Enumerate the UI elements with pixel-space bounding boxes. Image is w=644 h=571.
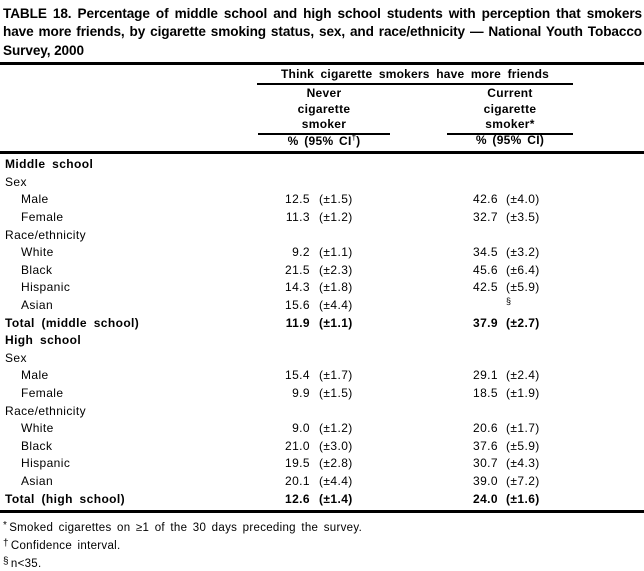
current-smoker-pct: 42.6	[473, 192, 498, 207]
never-smoker-ci: (±1.1)	[319, 315, 353, 330]
current-smoker-pct	[430, 156, 498, 174]
never-smoker-pct: 15.6	[285, 297, 310, 312]
pct-label-close: )	[356, 134, 361, 149]
row-label: Sex	[5, 350, 27, 365]
current-smoker-pct	[430, 332, 498, 350]
current-smoker-ci: (±3.5)	[506, 210, 540, 224]
row-label: Total (middle school)	[5, 315, 140, 330]
table-row	[0, 403, 644, 421]
current-smoker-ci: (±4.3)	[506, 456, 540, 471]
table-body	[0, 154, 644, 508]
dagger-footnote-marker: †	[351, 133, 357, 143]
never-smoker-ci: (±1.7)	[319, 368, 353, 383]
table-row	[0, 174, 644, 192]
row-label: White	[21, 245, 54, 260]
never-smoker-ci: (±2.3)	[319, 262, 353, 277]
current-smoker-pct	[430, 174, 498, 192]
current-smoker-ci	[498, 174, 644, 192]
row-label: Male	[21, 192, 49, 207]
current-smoker-ci	[498, 156, 644, 174]
row-label: Total (high school)	[5, 491, 126, 506]
table-row	[0, 262, 644, 280]
table-row	[0, 473, 644, 491]
current-smoker-pct	[430, 350, 498, 368]
never-smoker-pct	[255, 350, 310, 368]
footnote-text: Confidence interval.	[10, 540, 121, 553]
footnote-small-sample	[3, 554, 644, 571]
row-label: Black	[21, 262, 53, 277]
never-smoker-pct: 15.4	[285, 368, 310, 383]
table-row	[0, 455, 644, 473]
table-row	[0, 315, 644, 333]
footnote-text: Smoked cigarettes on ≥1 of the 30 days preceding the survey.	[9, 522, 363, 535]
table-row	[0, 438, 644, 456]
never-smoker-pct: 21.0	[285, 438, 310, 453]
never-smoker-pct	[255, 156, 310, 174]
row-label: Hispanic	[21, 280, 71, 295]
current-smoker-ci: (±7.2)	[506, 473, 540, 488]
table-row	[0, 350, 644, 368]
current-smoker-ci	[498, 297, 644, 315]
never-smoker-ci: (±1.1)	[319, 245, 353, 260]
footnote-confidence-interval	[3, 536, 644, 554]
never-smoker-pct: 14.3	[285, 280, 310, 295]
table-row	[0, 367, 644, 385]
row-label: Female	[21, 210, 64, 224]
never-smoker-ci: (±4.4)	[319, 473, 353, 488]
current-smoker-ci: (±1.9)	[506, 385, 540, 400]
current-smoker-ci	[498, 227, 644, 245]
table-row	[0, 420, 644, 438]
section-footnote-marker: §	[3, 556, 9, 568]
never-smoker-pct	[255, 403, 310, 421]
row-label: Black	[21, 438, 53, 453]
never-smoker-pct: 9.2	[292, 245, 310, 260]
column-header-never-smoker	[258, 86, 390, 135]
current-smoker-pct: 29.1	[473, 368, 498, 383]
never-smoker-ci: (±1.8)	[319, 280, 353, 295]
table-row	[0, 279, 644, 297]
row-label: Race/ethnicity	[5, 227, 86, 242]
current-smoker-pct: 18.5	[473, 385, 498, 400]
current-smoker-pct: 45.6	[473, 262, 498, 277]
current-smoker-pct	[430, 297, 498, 315]
current-smoker-pct: 32.7	[473, 210, 498, 224]
row-label: Female	[21, 385, 64, 400]
table-row	[0, 491, 644, 509]
table-row	[0, 191, 644, 209]
table-title: TABLE 18. Percentage of middle school and high school students with perception that smokers have more friends, by cigarette smoking status, sex, and race/ethnicity — National Youth Tobacco Survey, 2000	[3, 6, 642, 58]
table-row	[0, 385, 644, 403]
column-header-line: smoker*	[485, 117, 535, 132]
row-label: Race/ethnicity	[5, 403, 86, 418]
current-smoker-pct: 37.6	[473, 438, 498, 453]
current-smoker-pct: 39.0	[473, 473, 498, 488]
never-smoker-ci	[310, 156, 430, 174]
footnote-smoked-definition	[3, 518, 644, 536]
row-label: Asian	[21, 297, 54, 312]
table-row	[0, 332, 644, 350]
footnote-text: n<35.	[10, 558, 42, 571]
current-smoker-pct: 37.9	[473, 315, 498, 330]
asterisk-footnote-marker: *	[3, 520, 8, 532]
never-smoker-ci: (±1.2)	[319, 210, 353, 224]
never-smoker-ci: (±2.8)	[319, 456, 353, 471]
never-smoker-pct: 9.0	[292, 421, 310, 436]
never-smoker-pct: 12.5	[285, 192, 310, 207]
never-smoker-pct	[255, 227, 310, 245]
column-header-line: cigarette	[297, 101, 351, 116]
table-header	[0, 62, 644, 154]
never-smoker-pct: 12.6	[285, 491, 310, 506]
dagger-footnote-marker: †	[3, 538, 9, 550]
current-smoker-ci: (±2.4)	[506, 368, 540, 383]
current-smoker-ci	[498, 403, 644, 421]
row-label: Asian	[21, 473, 54, 488]
column-header-line: smoker	[301, 117, 347, 132]
current-smoker-ci: (±5.9)	[506, 438, 540, 453]
current-smoker-pct	[430, 403, 498, 421]
table-row	[0, 156, 644, 174]
column-header-line: Never	[306, 86, 342, 101]
table-row	[0, 227, 644, 245]
table-row	[0, 244, 644, 262]
row-label: High school	[5, 333, 82, 348]
column-header-line: Current	[487, 86, 533, 101]
current-smoker-pct	[430, 227, 498, 245]
never-smoker-ci: (±1.5)	[319, 192, 353, 207]
current-pct-ci-header: % (95% CI)	[475, 133, 545, 148]
never-smoker-ci: (±4.4)	[319, 297, 353, 312]
never-smoker-ci: (±3.0)	[319, 438, 353, 453]
never-smoker-ci: (±1.4)	[319, 491, 353, 506]
current-smoker-ci: (±1.6)	[506, 491, 540, 506]
current-smoker-pct: 24.0	[473, 491, 498, 506]
current-smoker-ci	[498, 350, 644, 368]
column-header-line: cigarette	[483, 101, 537, 116]
never-smoker-pct: 21.5	[285, 262, 310, 277]
column-header-current-smoker	[447, 86, 573, 135]
never-smoker-pct: 9.9	[292, 385, 310, 400]
never-smoker-pct	[255, 174, 310, 192]
never-smoker-pct: 19.5	[285, 456, 310, 471]
column-spanner: Think cigarette smokers have more friends	[257, 66, 573, 85]
never-pct-ci-header	[258, 133, 390, 148]
current-smoker-ci: (±1.7)	[506, 421, 540, 436]
current-smoker-pct: 34.5	[473, 245, 498, 260]
pct-label: % (95% CI	[287, 134, 352, 149]
current-smoker-ci: (±4.0)	[506, 192, 540, 207]
never-smoker-ci	[310, 227, 430, 245]
never-smoker-ci: (±1.2)	[319, 421, 353, 436]
current-smoker-pct: 42.5	[473, 280, 498, 295]
current-smoker-pct: 30.7	[473, 456, 498, 471]
never-smoker-pct: 11.3	[285, 210, 310, 224]
never-smoker-ci: (±1.5)	[319, 385, 353, 400]
footnotes	[0, 513, 644, 571]
row-label: Male	[21, 368, 49, 383]
table-row	[0, 297, 644, 315]
row-label: Hispanic	[21, 456, 71, 471]
section-footnote-marker: §	[506, 295, 512, 306]
current-smoker-pct: 20.6	[473, 421, 498, 436]
never-smoker-ci	[310, 332, 430, 350]
never-smoker-ci	[310, 403, 430, 421]
never-smoker-ci	[310, 350, 430, 368]
never-smoker-pct: 20.1	[285, 473, 310, 488]
row-label: Sex	[5, 174, 27, 189]
never-smoker-pct: 11.9	[285, 315, 310, 330]
current-smoker-ci	[498, 332, 644, 350]
current-smoker-ci: (±6.4)	[506, 262, 540, 277]
row-label: Middle school	[5, 157, 94, 172]
row-label: White	[21, 421, 54, 436]
never-smoker-ci	[310, 174, 430, 192]
table-row	[0, 209, 644, 227]
current-smoker-ci: (±2.7)	[506, 315, 540, 330]
never-smoker-pct	[255, 332, 310, 350]
current-smoker-ci: (±3.2)	[506, 245, 540, 260]
current-smoker-ci: (±5.9)	[506, 280, 540, 295]
